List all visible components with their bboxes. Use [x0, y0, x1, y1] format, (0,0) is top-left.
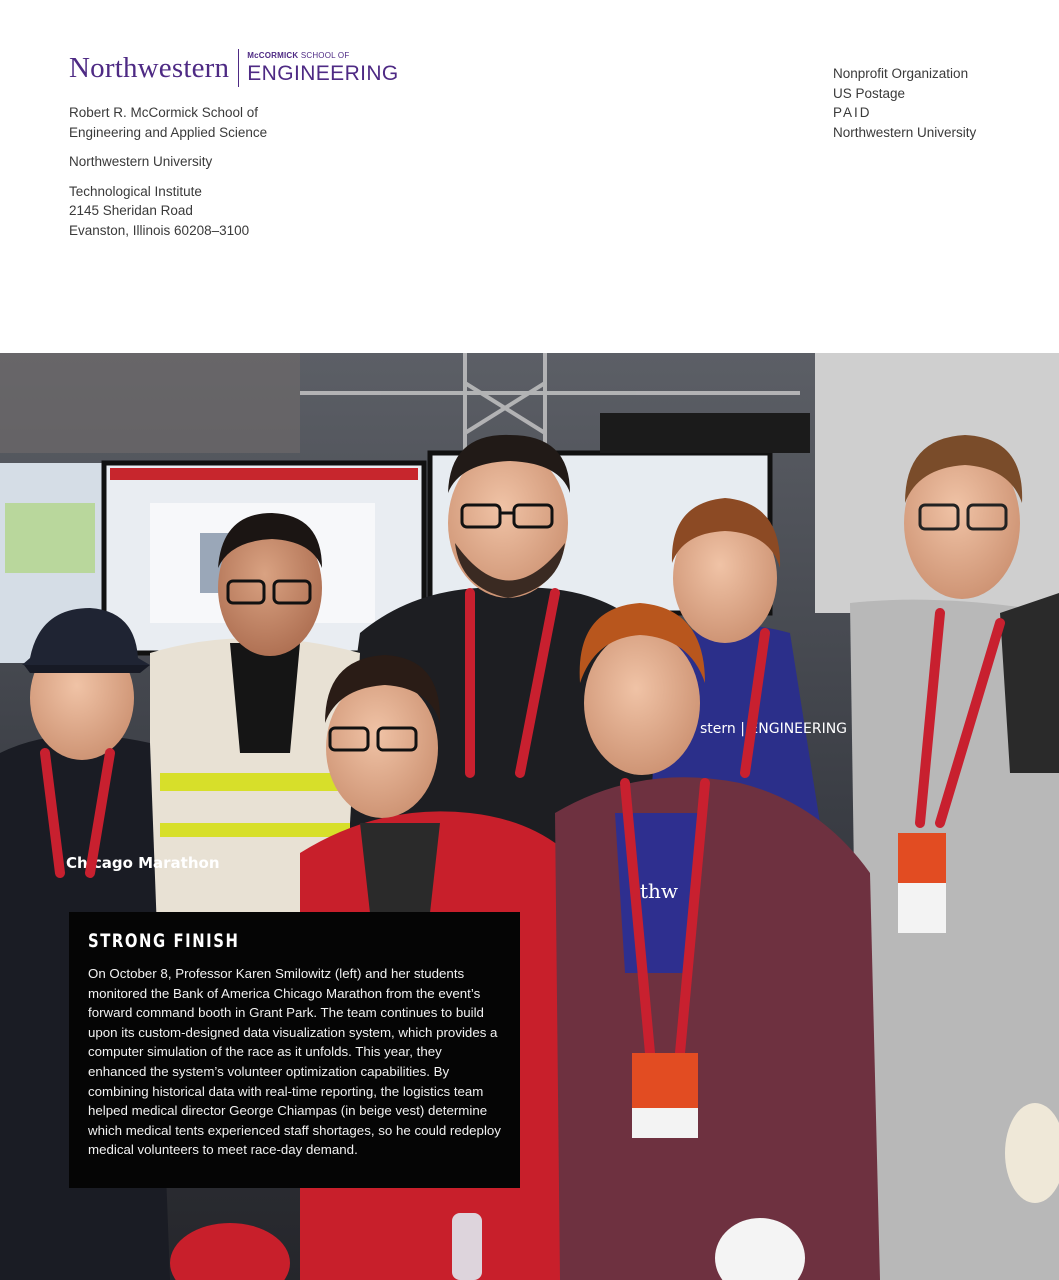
sweatshirt-text: thw	[640, 879, 679, 903]
address-school-line1: Robert R. McCormick School of	[69, 105, 259, 120]
photo-caption-box	[69, 912, 520, 1188]
return-address	[69, 103, 267, 251]
tee-logo-text: stern | ENGINEERING	[700, 721, 848, 737]
logo-school-of: McCORMICK SCHOOL OF	[247, 51, 350, 60]
logo-school	[247, 52, 398, 84]
postage-line-2: US Postage	[833, 85, 906, 101]
logo-university-name: Northwestern	[69, 51, 230, 84]
logo-engineering: ENGINEERING	[247, 62, 399, 85]
address-street-block	[69, 182, 267, 241]
address-school	[69, 103, 267, 142]
northwestern-engineering-logo	[69, 48, 399, 88]
postage-line-3: PAID	[833, 105, 872, 121]
caption-title: STRONG FINISH	[88, 930, 240, 952]
postage-line-1: Nonprofit Organization	[833, 66, 969, 81]
address-university: Northwestern University	[69, 154, 213, 170]
postage-indicia	[833, 64, 976, 142]
logo-divider	[238, 49, 239, 87]
address-building: Technological Institute	[69, 183, 202, 199]
address-street: 2145 Sheridan Road	[69, 203, 193, 219]
caption-body: On October 8, Professor Karen Smilowitz (left) and her students monitored the Bank of America Chicago Marathon from the event’s forward command booth in Grant Park. The team continues to build upon its custom-designed data visualization system, which provides a computer simulation of the race as it unfolds. This year, they enhanced the system’s volunteer optimization capabilities. By combining historical data with real-time reporting, the logistics team helped medical director George Chiampas (in beige vest) determine which medical tents experienced staff shortages, so he could redeploy medical volunteers to meet race-day demand.	[88, 966, 501, 1158]
address-city: Evanston, Illinois 60208–3100	[69, 222, 250, 238]
postage-line-4: Northwestern University	[833, 124, 977, 140]
address-school-line2: Engineering and Applied Science	[69, 124, 268, 140]
shirt-marathon-text: Chicago Marathon	[66, 854, 220, 872]
